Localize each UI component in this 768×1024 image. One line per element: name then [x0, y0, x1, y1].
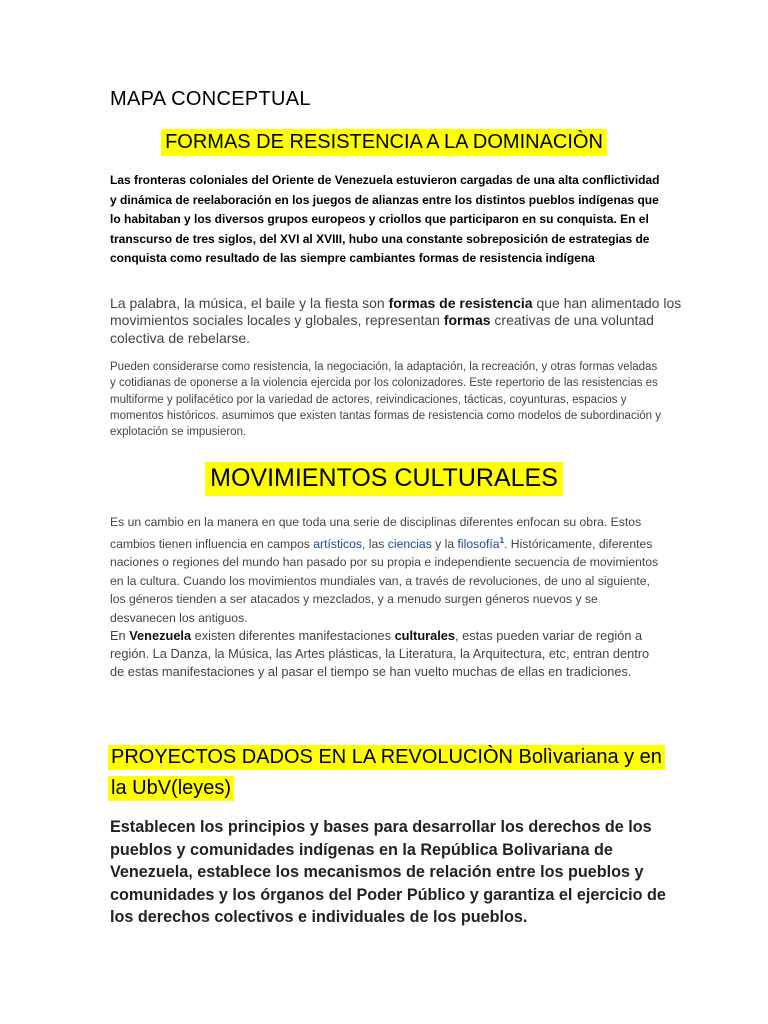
intro-paragraph: Las fronteras coloniales del Oriente de Venezuela estuvieron cargadas de una alta conflictividad y dinámica de reelaboración en los juegos de alianzas entre los distintos pueblos indígenas que lo habitaban y los diversos grupos europeos y criollos que participaron en su conquista. En el transcurso de tres siglos, del XVI al XVIII, hubo una constante sobreposición de estrategias de conquista como resultado de las siempre cambiantes formas de resistencia indígena [110, 173, 660, 266]
text-run: En [110, 628, 130, 643]
heading-highlight: PROYECTOS DADOS EN LA REVOLUCIÒN Bolìvariana y en la UbV(leyes) [108, 745, 665, 801]
heading-highlight: FORMAS DE RESISTENCIA A LA DOMINACIÒN [161, 129, 607, 156]
bold-term: culturales [394, 628, 456, 643]
section-heading-movimientos [0, 464, 768, 493]
bold-term: formas de resistencia [388, 295, 533, 311]
heading-highlight: MOVIMIENTOS CULTURALES [205, 462, 563, 496]
text-run: creativas de una voluntad colectiva de rebelarse. [110, 312, 654, 346]
text-run: Es un cambio en la manera en que toda una serie de disciplinas diferentes enfocan su obra. Estos cambios tienen influencia en campos [110, 515, 642, 551]
text-run: , estas pueden variar de región a región. La Danza, la Música, las Artes plásticas, la Literatura, la Arquitectura, etc, entran dentro de estas manifestaciones y al pasar el tiempo se han vuelto muchas de ellas en tradiciones. [110, 628, 650, 680]
paragraph-cambio [110, 513, 665, 628]
text-run: . Históricamente, diferentes naciones o regiones del mundo han pasado por su propia e independiente secuencia de movimientos en la cultura. Cuando los movimientos mundiales van, a través de revoluciones, de uno al siguiente, los géneros tienden a ser atacados y mezclados, y a menudo surgen géneros nuevos y se desvanecen los antiguos. [110, 536, 659, 626]
paragraph-negociacion: Pueden considerarse como resistencia, la negociación, la adaptación, la recreación, y otras formas veladas y cotidianas de oponerse a la violencia ejercida por los colonizadores. Este repertorio de las resistencias es multiforme y polifacético por la variedad de actores, reivindicaciones, tácticas, coyunturas, espacios y momentos históricos. asumimos que existen tantas formas de resistencia como modelos de subordinación y explotación se impusieron. [110, 361, 661, 439]
paragraph-formas-resistencia [110, 295, 685, 347]
link-artisticos[interactable]: artísticos [313, 536, 363, 551]
bold-term: formas [443, 312, 491, 329]
document-title: MAPA CONCEPTUAL [110, 88, 311, 110]
footnote-marker[interactable]: 1 [499, 535, 505, 545]
link-ciencias[interactable]: ciencias [387, 536, 432, 551]
section-heading-proyectos [108, 742, 668, 803]
paragraph-principios: Establecen los principios y bases para desarrollar los derechos de los pueblos y comunidades indígenas en la República Bolivariana de Venezuela, establece los mecanismos de relación entre los pueblos y comunidades y los órganos del Poder Público y garantiza el ejercicio de los derechos colectivos e individuales de los pueblos. [110, 818, 666, 926]
paragraph-venezuela [110, 627, 665, 682]
bold-term: Venezuela [129, 628, 192, 643]
text-run: , las [362, 536, 388, 551]
section-heading-resistencia [0, 131, 768, 154]
link-filosofia[interactable]: filosofía [457, 536, 500, 551]
text-run: La palabra, la música, el baile y la fiesta son [110, 295, 389, 311]
text-run: que han alimentado los movimientos sociales locales y globales, representan [110, 295, 682, 329]
text-run: y la [431, 536, 458, 551]
text-run: existen diferentes manifestaciones [191, 628, 395, 643]
